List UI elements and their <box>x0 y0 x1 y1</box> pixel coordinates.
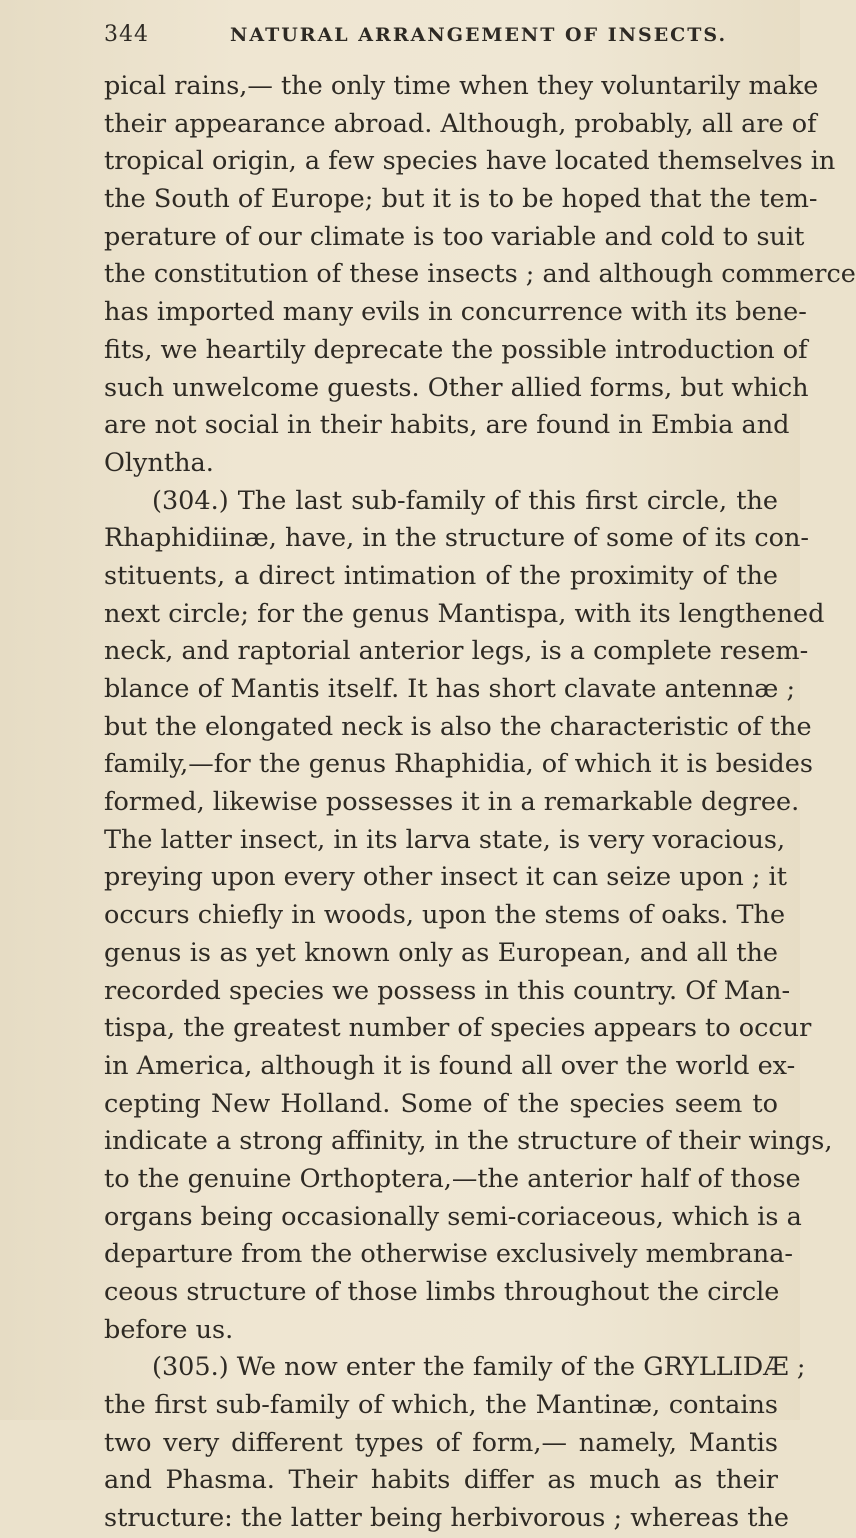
text-line: organs being occasionally semi-coriaceous, which is a <box>104 1201 802 1232</box>
text-line: pical rains,— the only time when they voluntarily make <box>104 71 819 101</box>
text-line: in America, although it is found all over the world ex- <box>104 1050 796 1081</box>
text-line: structure: the latter being herbivorous ; whereas the <box>104 1503 789 1534</box>
text-line: such unwelcome guests. Other allied forms, but which <box>104 372 809 403</box>
text-line: perature of our climate is too variable and cold to suit <box>104 221 805 252</box>
text-line: ceous structure of those limbs throughout the circle <box>104 1277 780 1307</box>
text-line: fits, we heartily deprecate the possible introduction of <box>104 334 808 365</box>
text-line: are not social in their habits, are found in Embia and <box>104 410 790 441</box>
text-line: next circle; for the genus Mantispa, with its lengthened <box>104 598 825 629</box>
text-line: occurs chiefly in woods, upon the stems of oaks. The <box>104 900 786 931</box>
text-line: tispa, the greatest number of species appears to occur <box>104 1013 812 1044</box>
text-line: The latter insect, in its larva state, is very voracious, <box>104 824 786 855</box>
text-line: their appearance abroad. Although, probably, all are of <box>104 108 817 139</box>
text-line: formed, likewise possesses it in a remarkable degree. <box>104 787 800 818</box>
text-line: two very different types of form,— namely, Mantis <box>104 1427 778 1458</box>
page-number: 344 <box>104 22 149 47</box>
text-line: Olyntha. <box>104 447 214 478</box>
text-line: has imported many evils in concurrence with its bene- <box>104 297 807 328</box>
text-line: Rhaphidiinæ, have, in the structure of some of its con- <box>104 523 810 554</box>
text-line: to the genuine Orthoptera,—the anterior half of those <box>104 1163 801 1194</box>
paragraph-start-305: (305.) We now enter the family of the GRYLLIDÆ ; <box>152 1352 806 1383</box>
text-line: neck, and raptorial anterior legs, is a complete resem- <box>104 636 809 667</box>
running-title: NATURAL ARRANGEMENT OF INSECTS. <box>230 24 728 46</box>
text-line: genus is as yet known only as European, and all the <box>104 937 778 968</box>
text-line: but the elongated neck is also the characteristic of the <box>104 711 812 742</box>
text-line: family,—for the genus Rhaphidia, of which it is besides <box>104 749 813 780</box>
text-line: and Phasma. Their habits differ as much as their <box>104 1465 778 1496</box>
text-line: the first sub-family of which, the Mantinæ, contains <box>104 1390 778 1421</box>
text-line: before us. <box>104 1314 234 1345</box>
text-line: departure from the otherwise exclusively membrana- <box>104 1239 794 1270</box>
running-head <box>104 0 778 56</box>
text-line: stituents, a direct intimation of the proximity of the <box>104 560 778 591</box>
text-line: recorded species we possess in this country. Of Man- <box>104 975 791 1006</box>
text-line: blance of Mantis itself. It has short clavate antennæ ; <box>104 674 796 704</box>
paragraph-start-304: (304.) The last sub-family of this first circle, the <box>152 485 778 516</box>
text-line: indicate a strong affinity, in the structure of their wings, <box>104 1126 833 1157</box>
text-line: tropical origin, a few species have located themselves in <box>104 146 836 177</box>
text-line: cepting New Holland. Some of the species seem to <box>104 1088 778 1119</box>
body-text <box>104 68 856 1538</box>
text-line: the constitution of these insects ; and although commerce <box>104 259 856 290</box>
text-line: preying upon every other insect it can seize upon ; it <box>104 862 787 893</box>
text-line: the South of Europe; but it is to be hoped that the tem- <box>104 184 818 215</box>
